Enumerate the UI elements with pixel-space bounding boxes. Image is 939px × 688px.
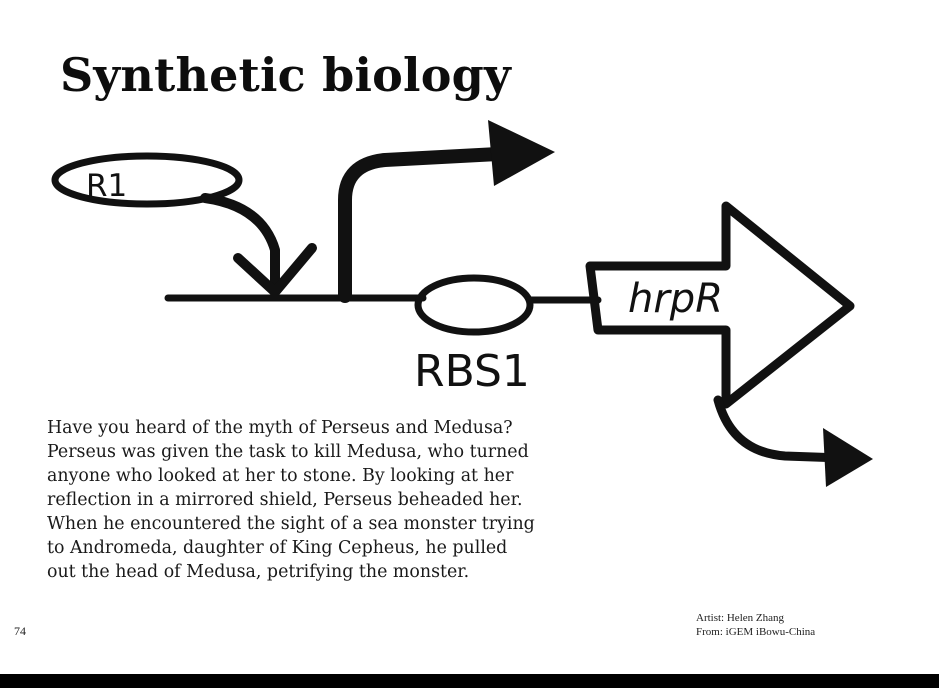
story-line: to Andromeda, daughter of King Cepheus, he pulled — [47, 538, 508, 558]
rbs-label: RBS1 — [414, 346, 530, 397]
story-line: When he encountered the sight of a sea monster trying — [47, 514, 535, 534]
promoter-arrowhead — [488, 120, 555, 186]
repression-arrow — [205, 198, 275, 282]
story-line: reflection in a mirrored shield, Perseus beheaded her. — [47, 490, 523, 510]
repressor-label: R1 — [86, 168, 128, 204]
output-arrowhead — [823, 428, 873, 487]
gene-label: hrpR — [628, 276, 723, 322]
rbs-oval — [418, 278, 530, 332]
story-line: out the head of Medusa, petrifying the monster. — [47, 562, 470, 582]
source-credit: From: iGEM iBowu-China — [696, 626, 816, 638]
story-line: Have you heard of the myth of Perseus and Medusa? — [47, 418, 513, 438]
page-number: 74 — [14, 624, 26, 638]
story-line: anyone who looked at her to stone. By looking at her — [47, 466, 514, 486]
credits — [696, 611, 815, 639]
story-line: Perseus was given the task to kill Medusa, who turned — [47, 442, 529, 462]
bottom-bar — [0, 674, 939, 688]
artist-credit: Artist: Helen Zhang — [696, 612, 784, 624]
story-paragraph — [47, 416, 602, 584]
page-title: Synthetic biology — [60, 48, 511, 102]
